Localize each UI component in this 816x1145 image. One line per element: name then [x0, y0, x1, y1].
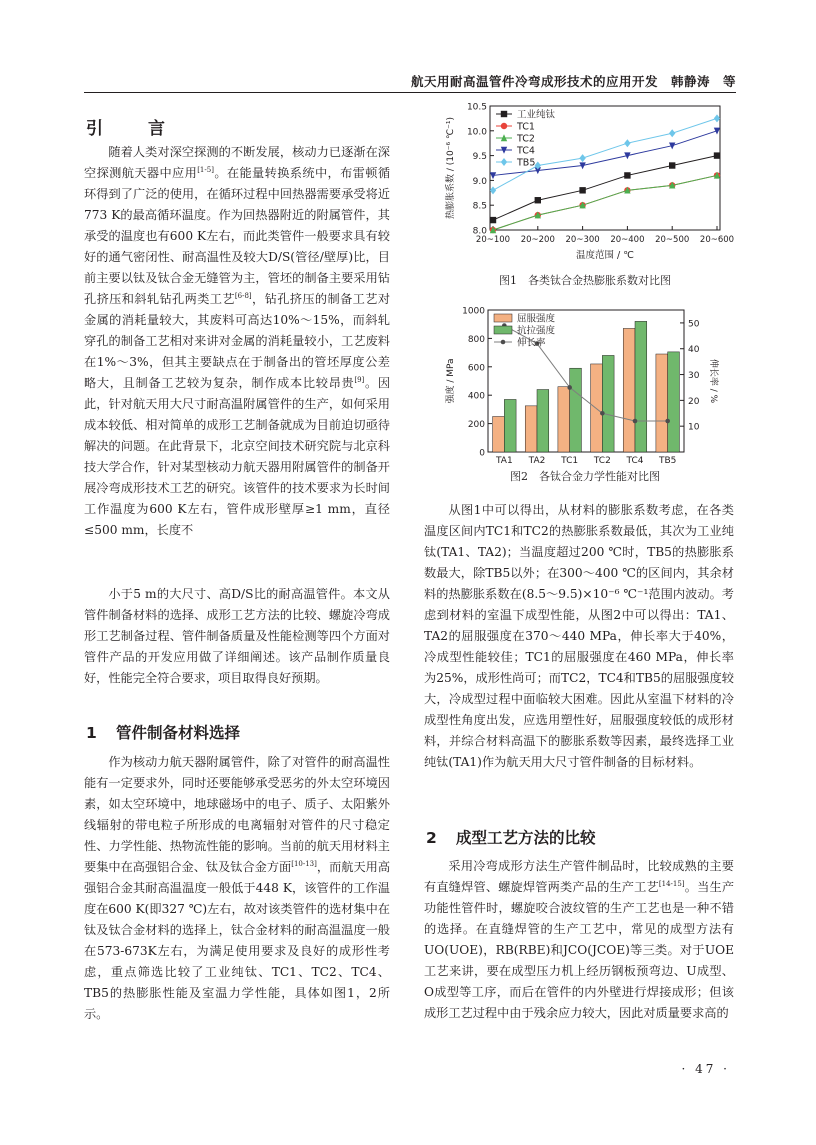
section-2-paragraph [424, 856, 734, 1024]
legend-label: 屈服强度 [517, 313, 556, 325]
x-axis-label: 温度范围 / ℃ [576, 250, 634, 261]
bar-yield [493, 417, 505, 453]
x-tick-label: 20~500 [655, 235, 690, 245]
legend-label: TC2 [517, 133, 535, 145]
text-run: ，而航天用高强铝合金其耐高温温度一般低于448 K，该管件的工作温度在600 K(即327 ℃)左右，故对该类管件的选材集中在钛及钛合金材料的选择上，钛合金材料的耐高温温度一般在573-673K左右，为满足使用要求及良好的成形性考虑，重点筛选比较了工业纯钛、TC1、TC2、TC4、TB5的热膨胀性能及室温力学性能，具体如图1，2所示。 [84, 860, 391, 1021]
y-axis-label: 热膨胀系数 / (10⁻⁶ ℃⁻¹) [446, 117, 456, 219]
bar-yield [558, 387, 570, 452]
x-tick-label: TC1 [561, 456, 579, 466]
series-line [493, 175, 717, 230]
bar-tensile [537, 390, 549, 452]
y-axis-label: 强度 / MPa [446, 358, 456, 404]
y2-tick-label: 50 [688, 319, 700, 330]
y-tick-label: 800 [467, 334, 485, 345]
figure-2-caption: 图2 各钛合金力学性能对比图 [510, 470, 660, 483]
x-tick-label: TA2 [528, 456, 546, 466]
data-point [490, 186, 496, 194]
section-title: 管件制备材料选择 [116, 724, 241, 742]
y2-tick-label: 20 [688, 396, 700, 407]
data-point [669, 162, 675, 168]
y2-tick-label: 40 [688, 345, 700, 356]
running-header [84, 70, 736, 92]
data-point [633, 419, 638, 424]
section-title: 成型工艺方法的比较 [456, 829, 596, 847]
data-point [501, 111, 507, 117]
x-tick-label: TC4 [626, 456, 644, 466]
bar-tensile [504, 399, 516, 452]
data-point [600, 411, 605, 416]
citation: [9] [354, 375, 365, 384]
text-run: 。当生产功能性管件时，螺旋咬合波纹管的生产工艺也是一种不错的选择。在直缝焊管的生产工艺中，常见的成型方法有UO(UOE)，RB(RBE)和JCO(JCOE)等三类。对于UOE工艺来讲，要在成型压力机上经历钢板预弯边、U成型、O成型等工序，而后在管件的内外壁进行焊接成形；但该成形工艺过程中由于残余应力较大，因此对质量要求高的 [424, 880, 735, 1020]
legend-swatch [494, 326, 512, 334]
y-tick-label: 600 [467, 363, 485, 374]
legend-label: TC4 [517, 145, 535, 157]
x-tick-label: TB5 [658, 456, 677, 466]
series-line [493, 175, 717, 230]
data-point [665, 419, 670, 424]
y-tick-label: 0 [479, 448, 485, 459]
y-tick-label: 9.5 [472, 152, 487, 163]
y2-tick-label: 10 [688, 422, 700, 433]
bar-tensile [602, 355, 614, 452]
data-point [490, 217, 496, 223]
data-point [501, 158, 507, 166]
bar-tensile [668, 352, 680, 452]
bar-yield [591, 364, 603, 452]
y2-axis-label: 伸长率 / % [708, 358, 718, 404]
x-tick-label: TC2 [593, 456, 611, 466]
legend-label: 伸长率 [517, 337, 546, 349]
bar-yield [623, 328, 635, 452]
data-point [624, 172, 630, 178]
citation: [10-13] [291, 859, 317, 868]
figure-1-chart [440, 98, 735, 266]
page-number: · 47 · [681, 1062, 730, 1076]
text-run: 采用冷弯成形方法生产管件制品时，比较成熟的主要有直缝焊管、螺旋焊管两类产品的生产工艺 [424, 859, 734, 894]
bar-yield [525, 406, 537, 452]
legend-label: TC1 [517, 121, 535, 133]
x-tick-label: 20~200 [520, 235, 555, 245]
legend-label: 工业纯钛 [517, 109, 556, 121]
right-paragraph-1: 从图1中可以得出，从材料的膨胀系数考虑，在各类温度区间内TC1和TC2的热膨胀系数最低，其次为工业纯钛(TA1、TA2)；当温度超过200 ℃时，TB5的热膨胀系数最大，除TB5以外；在300～400 ℃的区间内，其余材料的热膨胀系数在(8.5～9.5)×10⁻⁶ ℃⁻¹范围内波动。考虑到材料的室温下成型性能，从图2中可以得出：TA1、TA2的屈服强度在370～440 MPa，伸长率大于40%，冷成型性能较佳；TC1的屈服强度在460 MPa，伸长率为25%，成形性尚可；而TC2，TC4和TB5的屈服强度较大，冷成型过程中面临较大困难。因此从室温下材料的冷成型性角度出发，应选用塑性好，屈服强度较低的成形材料，并综合材料高温下的膨胀系数等因素，最终选择工业纯钛(TA1)作为航天用大尺寸管件制备的目标材料。 [424, 503, 734, 769]
y-tick-label: 200 [467, 420, 485, 431]
section-number: 1 [86, 724, 97, 742]
legend-swatch [494, 314, 512, 322]
text-run: 。在能量转换系统中，布雷顿循环得到了广泛的使用，在循环过程中回热器需要承受将近773 K的最高循环温度。作为回热器附近的附属管件，其承受的温度也有600 K左右，而此类管件一般要求具有较好的通气密闭性、耐高温性及较大D/S(管径/壁厚)比，目前主要以钛及钛合金无缝管为主，管坯的制备主要采用钻孔挤压和斜轧钻孔两类工艺 [84, 166, 391, 306]
y-tick-label: 10.5 [466, 102, 487, 113]
text-run: ，钻孔挤压的制备工艺对金属的消耗量较大，其废料可高达10%～15%，而斜轧穿孔的制备工艺相对来讲对金属的消耗量较小，工艺废料在1%～3%，但其主要缺点在于制备出的管坯厚度公差略大，且制备工艺较为复杂，制作成本比较昂贵 [84, 292, 391, 390]
y-tick-label: 400 [467, 391, 485, 402]
y-tick-label: 1000 [462, 306, 485, 317]
data-point [624, 139, 630, 147]
intro-heading: 引 言 [86, 119, 179, 139]
x-tick-label: 20~600 [699, 235, 735, 245]
y-tick-label: 9.0 [472, 176, 487, 187]
header-rule [84, 92, 736, 93]
y-tick-label: 8.0 [472, 226, 487, 237]
x-tick-label: 20~100 [475, 235, 511, 245]
section-2-heading [426, 826, 596, 848]
text-run: 随着人类对深空探测的不断发展，核动力已逐渐在深空探测航天器中应用 [84, 145, 390, 180]
bar-tensile [635, 321, 647, 452]
citation: [14-15] [658, 879, 685, 888]
data-point [567, 385, 572, 390]
bar-yield [656, 354, 668, 452]
figure-1-caption: 图1 各类钛合金热膨胀系数对比图 [499, 274, 671, 287]
data-point [579, 154, 585, 162]
data-point [535, 197, 541, 203]
y2-tick-label: 30 [688, 371, 700, 382]
x-tick-label: 20~400 [610, 235, 645, 245]
running-title: 航天用耐高温管件冷弯成形技术的应用开发 韩静涛 等 [410, 74, 736, 89]
legend-marker [501, 340, 506, 345]
data-point [501, 123, 507, 129]
y-tick-label: 8.5 [472, 201, 487, 212]
x-tick-label: TA1 [495, 456, 513, 466]
data-point [714, 152, 720, 158]
citation: [1-5] [197, 165, 214, 174]
text-run: 。因此，针对航天用大尺寸耐高温附属管件的生产，如何采用成本较低、相对简单的成形工艺制备就成为目前迫切亟待解决的问题。在此背景下，北京空间技术研究院与北京科技大学合作，针对某型核动力航天器用附属管件的制备开展冷弯成形技术工艺的研究。该管件的技术要求为长时间工作温度为600 K左右，管件成形壁厚≥1 mm，直径≤500 mm，长度不 [84, 376, 391, 537]
data-point [714, 114, 720, 122]
data-point [579, 187, 585, 193]
y-tick-label: 10.0 [466, 127, 487, 138]
figure-2-chart [440, 302, 730, 468]
section-1-heading [86, 721, 240, 743]
text-run: 作为核动力航天器附属管件，除了对管件的耐高温性能有一定要求外，同时还要能够承受恶劣的外太空环境因素，如太空环境中，地球磁场中的电子、质子、太阳紫外线辐射的带电粒子所形成的电离辐射对管件的尺寸稳定性、力学性能、热物流性能的影响。当前的航天用材料主要集中在高强铝合金、钛及钛合金方面 [84, 755, 390, 874]
section-number: 2 [426, 829, 437, 847]
section-1-paragraph [84, 752, 390, 1025]
x-tick-label: 20~300 [565, 235, 600, 245]
citation: [6-8] [234, 291, 252, 300]
data-point [669, 129, 675, 137]
bar-tensile [570, 368, 582, 452]
legend-label: 抗拉强度 [517, 325, 556, 337]
intro-paragraph-2: 小于5 m的大尺寸、高D/S比的耐高温管件。本文从管件制备材料的选择、成形工艺方法的比较、螺旋冷弯成形工艺制备过程、管件制备质量及性能检测等四个方面对管件产品的开发应用做了详细阐述。该产品制作质量良好，性能完全符合要求，项目取得良好预期。 [84, 587, 390, 685]
legend-label: TB5 [517, 157, 536, 169]
intro-paragraph-1 [84, 142, 390, 541]
